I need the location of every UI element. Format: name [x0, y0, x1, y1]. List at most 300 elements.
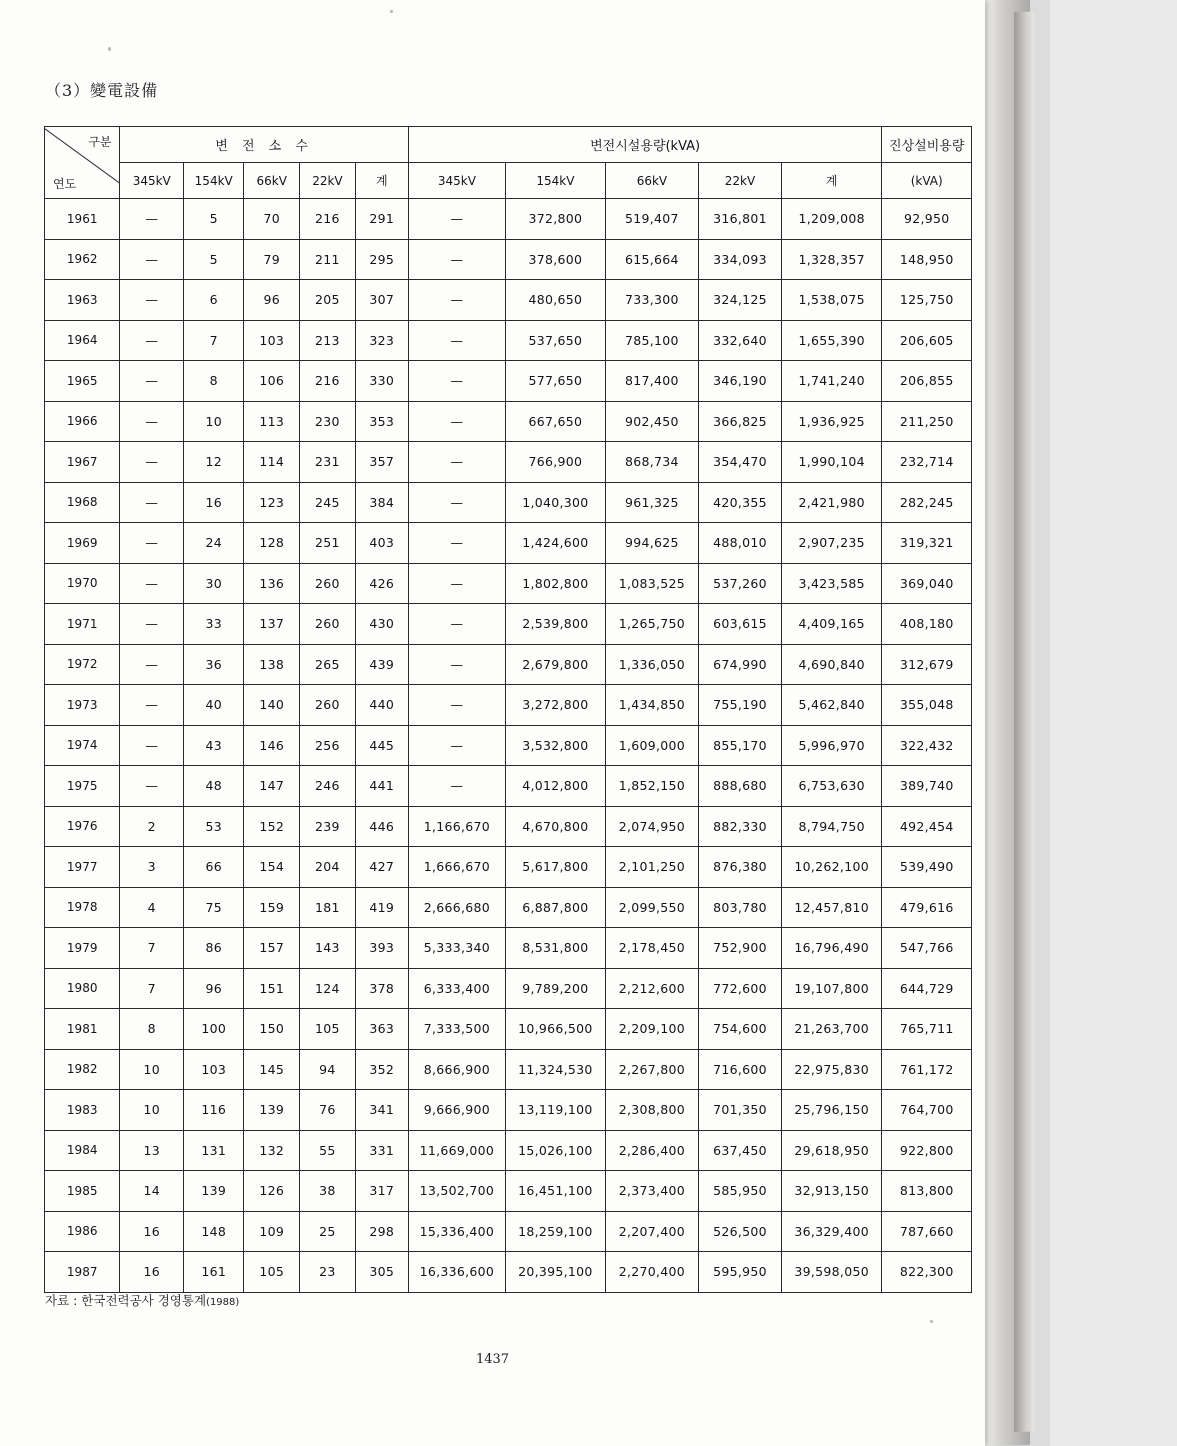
cell-capacity-66kv: 1,434,850: [605, 685, 698, 726]
cell-capacity-22kv: 585,950: [699, 1171, 782, 1212]
cell-capacity-total: 8,794,750: [781, 806, 882, 847]
subheader-capacity-total: 계: [781, 163, 882, 199]
cell-capacity-22kv: 346,190: [699, 361, 782, 402]
cell-substations-66kv: 157: [244, 928, 300, 969]
cell-capacity-22kv: 324,125: [699, 280, 782, 321]
table-row: [45, 280, 972, 321]
cell-capacity-345kv: 11,669,000: [408, 1130, 505, 1171]
cell-substations-345kv: —: [120, 604, 184, 645]
cell-substations-22kv: 251: [300, 523, 356, 564]
scan-speck: [108, 47, 111, 51]
cell-capacity-66kv: 1,609,000: [605, 725, 698, 766]
cell-substations-345kv: 3: [120, 847, 184, 888]
cell-capacity-154kv: 18,259,100: [506, 1211, 606, 1252]
cell-substations-66kv: 151: [244, 968, 300, 1009]
row-year: 1967: [45, 442, 120, 483]
cell-substations-154kv: 5: [184, 239, 244, 280]
cell-capacity-total: 32,913,150: [781, 1171, 882, 1212]
group-header-substations: 변 전 소 수: [120, 127, 408, 163]
table-row: [45, 928, 972, 969]
cell-capacity-345kv: —: [408, 361, 505, 402]
row-year: 1964: [45, 320, 120, 361]
cell-substations-66kv: 126: [244, 1171, 300, 1212]
cell-substations-66kv: 145: [244, 1049, 300, 1090]
source-note: [45, 1291, 239, 1309]
cell-capacity-total: 25,796,150: [781, 1090, 882, 1131]
cell-capacity-66kv: 2,101,250: [605, 847, 698, 888]
cell-substations-22kv: 105: [300, 1009, 356, 1050]
cell-capacity-345kv: —: [408, 604, 505, 645]
cell-substations-total: 393: [355, 928, 408, 969]
cell-phase-advance: 539,490: [882, 847, 972, 888]
cell-capacity-total: 1,328,357: [781, 239, 882, 280]
row-year: 1980: [45, 968, 120, 1009]
cell-capacity-345kv: —: [408, 239, 505, 280]
corner-row-label: 연도: [53, 177, 77, 191]
cell-substations-total: 291: [355, 199, 408, 240]
row-year: 1971: [45, 604, 120, 645]
cell-substations-154kv: 100: [184, 1009, 244, 1050]
cell-substations-22kv: 205: [300, 280, 356, 321]
cell-substations-66kv: 147: [244, 766, 300, 807]
row-year: 1969: [45, 523, 120, 564]
cell-capacity-total: 1,655,390: [781, 320, 882, 361]
cell-capacity-22kv: 316,801: [699, 199, 782, 240]
cell-substations-345kv: 7: [120, 968, 184, 1009]
cell-substations-154kv: 116: [184, 1090, 244, 1131]
source-note-text: 자료 : 한국전력공사 경영통계: [45, 1293, 207, 1308]
cell-substations-22kv: 38: [300, 1171, 356, 1212]
cell-substations-66kv: 146: [244, 725, 300, 766]
cell-substations-total: 317: [355, 1171, 408, 1212]
cell-substations-22kv: 94: [300, 1049, 356, 1090]
page-number: 1437: [475, 1352, 510, 1367]
cell-capacity-total: 1,209,008: [781, 199, 882, 240]
cell-substations-22kv: 265: [300, 644, 356, 685]
cell-substations-154kv: 5: [184, 199, 244, 240]
cell-substations-total: 419: [355, 887, 408, 928]
cell-substations-66kv: 114: [244, 442, 300, 483]
cell-substations-154kv: 7: [184, 320, 244, 361]
cell-capacity-154kv: 378,600: [506, 239, 606, 280]
cell-substations-66kv: 128: [244, 523, 300, 564]
cell-phase-advance: 389,740: [882, 766, 972, 807]
cell-substations-345kv: —: [120, 685, 184, 726]
cell-capacity-154kv: 1,802,800: [506, 563, 606, 604]
cell-capacity-345kv: —: [408, 280, 505, 321]
cell-substations-345kv: 7: [120, 928, 184, 969]
source-note-year: (1988): [206, 1297, 240, 1308]
cell-capacity-154kv: 15,026,100: [506, 1130, 606, 1171]
header-row-groups: [45, 127, 972, 163]
cell-capacity-154kv: 10,966,500: [506, 1009, 606, 1050]
cell-capacity-total: 4,409,165: [781, 604, 882, 645]
cell-capacity-154kv: 766,900: [506, 442, 606, 483]
scan-speck: [390, 10, 393, 13]
table-row: [45, 644, 972, 685]
cell-capacity-154kv: 667,650: [506, 401, 606, 442]
cell-phase-advance: 813,800: [882, 1171, 972, 1212]
cell-substations-345kv: 16: [120, 1211, 184, 1252]
cell-substations-total: 441: [355, 766, 408, 807]
cell-substations-66kv: 132: [244, 1130, 300, 1171]
cell-substations-66kv: 150: [244, 1009, 300, 1050]
cell-capacity-154kv: 4,670,800: [506, 806, 606, 847]
cell-capacity-22kv: 888,680: [699, 766, 782, 807]
cell-substations-22kv: 143: [300, 928, 356, 969]
substation-facilities-table: [44, 126, 972, 1293]
cell-substations-22kv: 231: [300, 442, 356, 483]
cell-capacity-22kv: 876,380: [699, 847, 782, 888]
cell-substations-total: 307: [355, 280, 408, 321]
cell-capacity-total: 16,796,490: [781, 928, 882, 969]
cell-substations-total: 341: [355, 1090, 408, 1131]
cell-substations-154kv: 148: [184, 1211, 244, 1252]
table-row: [45, 604, 972, 645]
cell-substations-345kv: —: [120, 482, 184, 523]
cell-substations-66kv: 105: [244, 1252, 300, 1293]
cell-capacity-345kv: —: [408, 563, 505, 604]
cell-phase-advance: 211,250: [882, 401, 972, 442]
cell-capacity-345kv: 6,333,400: [408, 968, 505, 1009]
cell-substations-total: 352: [355, 1049, 408, 1090]
cell-capacity-345kv: —: [408, 401, 505, 442]
cell-capacity-total: 10,262,100: [781, 847, 882, 888]
cell-capacity-345kv: —: [408, 320, 505, 361]
cell-phase-advance: 761,172: [882, 1049, 972, 1090]
subheader-capacity-154kv: 154kV: [506, 163, 606, 199]
cell-phase-advance: 206,605: [882, 320, 972, 361]
row-year: 1970: [45, 563, 120, 604]
subheader-capacity-22kv: 22kV: [699, 163, 782, 199]
cell-capacity-66kv: 2,286,400: [605, 1130, 698, 1171]
cell-substations-22kv: 211: [300, 239, 356, 280]
subheader-phase-advance-unit: (kVA): [882, 163, 972, 199]
cell-phase-advance: 922,800: [882, 1130, 972, 1171]
cell-substations-345kv: 16: [120, 1252, 184, 1293]
cell-phase-advance: 148,950: [882, 239, 972, 280]
cell-substations-345kv: —: [120, 523, 184, 564]
row-year: 1985: [45, 1171, 120, 1212]
cell-capacity-345kv: 1,166,670: [408, 806, 505, 847]
cell-capacity-345kv: 2,666,680: [408, 887, 505, 928]
table-row: [45, 806, 972, 847]
cell-phase-advance: 765,711: [882, 1009, 972, 1050]
cell-substations-345kv: 4: [120, 887, 184, 928]
row-year: 1972: [45, 644, 120, 685]
table-row: [45, 320, 972, 361]
cell-substations-154kv: 96: [184, 968, 244, 1009]
cell-capacity-total: 1,538,075: [781, 280, 882, 321]
cell-capacity-total: 36,329,400: [781, 1211, 882, 1252]
table-row: [45, 442, 972, 483]
table-row: [45, 847, 972, 888]
group-header-capacity: 변전시설용량(kVA): [408, 127, 882, 163]
table-row: [45, 199, 972, 240]
cell-substations-22kv: 23: [300, 1252, 356, 1293]
scan-speck: [930, 1320, 933, 1323]
cell-capacity-22kv: 595,950: [699, 1252, 782, 1293]
cell-capacity-154kv: 5,617,800: [506, 847, 606, 888]
cell-substations-22kv: 260: [300, 604, 356, 645]
cell-substations-154kv: 30: [184, 563, 244, 604]
table-row: [45, 482, 972, 523]
cell-capacity-66kv: 2,270,400: [605, 1252, 698, 1293]
cell-capacity-66kv: 2,178,450: [605, 928, 698, 969]
row-year: 1978: [45, 887, 120, 928]
cell-substations-154kv: 24: [184, 523, 244, 564]
cell-substations-345kv: —: [120, 199, 184, 240]
table-row: [45, 1090, 972, 1131]
cell-phase-advance: 312,679: [882, 644, 972, 685]
cell-capacity-66kv: 2,207,400: [605, 1211, 698, 1252]
row-year: 1973: [45, 685, 120, 726]
cell-capacity-22kv: 420,355: [699, 482, 782, 523]
subheader-substations-22kv: 22kV: [300, 163, 356, 199]
cell-capacity-22kv: 772,600: [699, 968, 782, 1009]
cell-substations-345kv: —: [120, 644, 184, 685]
cell-capacity-22kv: 537,260: [699, 563, 782, 604]
cell-capacity-total: 12,457,810: [781, 887, 882, 928]
cell-capacity-345kv: 13,502,700: [408, 1171, 505, 1212]
cell-capacity-total: 5,996,970: [781, 725, 882, 766]
cell-phase-advance: 355,048: [882, 685, 972, 726]
cell-capacity-66kv: 2,373,400: [605, 1171, 698, 1212]
cell-phase-advance: 644,729: [882, 968, 972, 1009]
cell-capacity-66kv: 733,300: [605, 280, 698, 321]
subheader-capacity-66kv: 66kV: [605, 163, 698, 199]
cell-capacity-22kv: 754,600: [699, 1009, 782, 1050]
row-year: 1982: [45, 1049, 120, 1090]
row-year: 1983: [45, 1090, 120, 1131]
cell-substations-345kv: 10: [120, 1090, 184, 1131]
cell-substations-154kv: 16: [184, 482, 244, 523]
cell-phase-advance: 408,180: [882, 604, 972, 645]
cell-substations-345kv: —: [120, 725, 184, 766]
cell-substations-22kv: 55: [300, 1130, 356, 1171]
table-row: [45, 1130, 972, 1171]
subheader-substations-345kv: 345kV: [120, 163, 184, 199]
cell-capacity-154kv: 480,650: [506, 280, 606, 321]
table-row: [45, 1049, 972, 1090]
cell-capacity-345kv: —: [408, 482, 505, 523]
cell-capacity-66kv: 1,852,150: [605, 766, 698, 807]
cell-substations-345kv: —: [120, 361, 184, 402]
cell-substations-154kv: 36: [184, 644, 244, 685]
cell-capacity-154kv: 11,324,530: [506, 1049, 606, 1090]
cell-capacity-345kv: —: [408, 685, 505, 726]
table-row: [45, 239, 972, 280]
cell-substations-66kv: 159: [244, 887, 300, 928]
row-year: 1977: [45, 847, 120, 888]
table-row: [45, 766, 972, 807]
cell-substations-66kv: 154: [244, 847, 300, 888]
cell-capacity-22kv: 855,170: [699, 725, 782, 766]
cell-capacity-66kv: 2,267,800: [605, 1049, 698, 1090]
cell-substations-154kv: 75: [184, 887, 244, 928]
row-year: 1987: [45, 1252, 120, 1293]
cell-capacity-345kv: 16,336,600: [408, 1252, 505, 1293]
cell-substations-66kv: 109: [244, 1211, 300, 1252]
cell-substations-154kv: 43: [184, 725, 244, 766]
cell-capacity-22kv: 488,010: [699, 523, 782, 564]
cell-capacity-345kv: —: [408, 523, 505, 564]
cell-substations-total: 353: [355, 401, 408, 442]
row-year: 1965: [45, 361, 120, 402]
cell-substations-154kv: 103: [184, 1049, 244, 1090]
cell-substations-66kv: 79: [244, 239, 300, 280]
cell-capacity-154kv: 2,539,800: [506, 604, 606, 645]
cell-capacity-22kv: 716,600: [699, 1049, 782, 1090]
cell-phase-advance: 822,300: [882, 1252, 972, 1293]
cell-substations-total: 331: [355, 1130, 408, 1171]
cell-capacity-66kv: 1,336,050: [605, 644, 698, 685]
cell-capacity-total: 1,936,925: [781, 401, 882, 442]
cell-substations-154kv: 139: [184, 1171, 244, 1212]
cell-capacity-154kv: 372,800: [506, 199, 606, 240]
cell-substations-22kv: 260: [300, 563, 356, 604]
cell-substations-154kv: 33: [184, 604, 244, 645]
cell-capacity-66kv: 1,083,525: [605, 563, 698, 604]
cell-substations-22kv: 216: [300, 361, 356, 402]
cell-capacity-66kv: 2,308,800: [605, 1090, 698, 1131]
section-title: （3）變電設備: [45, 81, 159, 100]
cell-capacity-66kv: 2,209,100: [605, 1009, 698, 1050]
cell-substations-total: 378: [355, 968, 408, 1009]
cell-substations-345kv: —: [120, 766, 184, 807]
corner-col-label: 구분: [88, 135, 112, 149]
cell-substations-total: 446: [355, 806, 408, 847]
row-year: 1974: [45, 725, 120, 766]
table-row: [45, 1211, 972, 1252]
cell-capacity-66kv: 1,265,750: [605, 604, 698, 645]
cell-substations-22kv: 204: [300, 847, 356, 888]
table-row: [45, 563, 972, 604]
row-year: 1981: [45, 1009, 120, 1050]
corner-cell: [45, 127, 120, 199]
cell-substations-66kv: 96: [244, 280, 300, 321]
cell-substations-345kv: 2: [120, 806, 184, 847]
cell-substations-154kv: 40: [184, 685, 244, 726]
cell-substations-345kv: —: [120, 563, 184, 604]
cell-capacity-66kv: 615,664: [605, 239, 698, 280]
table-row: [45, 1009, 972, 1050]
cell-capacity-345kv: —: [408, 766, 505, 807]
cell-capacity-345kv: 5,333,340: [408, 928, 505, 969]
cell-capacity-total: 1,741,240: [781, 361, 882, 402]
table-row: [45, 968, 972, 1009]
cell-capacity-22kv: 354,470: [699, 442, 782, 483]
cell-substations-total: 323: [355, 320, 408, 361]
cell-substations-66kv: 138: [244, 644, 300, 685]
cell-capacity-154kv: 4,012,800: [506, 766, 606, 807]
cell-substations-total: 363: [355, 1009, 408, 1050]
cell-substations-345kv: —: [120, 320, 184, 361]
cell-capacity-345kv: —: [408, 644, 505, 685]
cell-phase-advance: 787,660: [882, 1211, 972, 1252]
cell-phase-advance: 547,766: [882, 928, 972, 969]
row-year: 1963: [45, 280, 120, 321]
subheader-substations-154kv: 154kV: [184, 163, 244, 199]
subheader-substations-total: 계: [355, 163, 408, 199]
cell-capacity-154kv: 16,451,100: [506, 1171, 606, 1212]
cell-capacity-22kv: 603,615: [699, 604, 782, 645]
row-year: 1976: [45, 806, 120, 847]
cell-substations-345kv: 14: [120, 1171, 184, 1212]
cell-substations-22kv: 246: [300, 766, 356, 807]
cell-substations-total: 298: [355, 1211, 408, 1252]
cell-capacity-total: 22,975,830: [781, 1049, 882, 1090]
cell-substations-22kv: 181: [300, 887, 356, 928]
row-year: 1979: [45, 928, 120, 969]
cell-capacity-22kv: 332,640: [699, 320, 782, 361]
cell-capacity-345kv: —: [408, 725, 505, 766]
cell-substations-345kv: 8: [120, 1009, 184, 1050]
cell-substations-total: 330: [355, 361, 408, 402]
cell-substations-total: 439: [355, 644, 408, 685]
cell-capacity-66kv: 994,625: [605, 523, 698, 564]
cell-substations-154kv: 86: [184, 928, 244, 969]
cell-capacity-345kv: 15,336,400: [408, 1211, 505, 1252]
cell-substations-345kv: —: [120, 239, 184, 280]
cell-capacity-345kv: 1,666,670: [408, 847, 505, 888]
cell-substations-66kv: 137: [244, 604, 300, 645]
cell-substations-total: 295: [355, 239, 408, 280]
cell-capacity-154kv: 3,272,800: [506, 685, 606, 726]
cell-substations-total: 427: [355, 847, 408, 888]
cell-capacity-66kv: 868,734: [605, 442, 698, 483]
header-row-subs: [45, 163, 972, 199]
cell-substations-22kv: 245: [300, 482, 356, 523]
cell-substations-22kv: 216: [300, 199, 356, 240]
cell-substations-22kv: 239: [300, 806, 356, 847]
cell-substations-total: 384: [355, 482, 408, 523]
cell-substations-66kv: 136: [244, 563, 300, 604]
cell-capacity-66kv: 2,212,600: [605, 968, 698, 1009]
row-year: 1962: [45, 239, 120, 280]
cell-substations-total: 440: [355, 685, 408, 726]
cell-capacity-66kv: 519,407: [605, 199, 698, 240]
cell-capacity-154kv: 20,395,100: [506, 1252, 606, 1293]
cell-substations-66kv: 139: [244, 1090, 300, 1131]
cell-capacity-total: 2,421,980: [781, 482, 882, 523]
cell-capacity-22kv: 366,825: [699, 401, 782, 442]
cell-substations-154kv: 6: [184, 280, 244, 321]
cell-capacity-22kv: 526,500: [699, 1211, 782, 1252]
cell-capacity-345kv: 9,666,900: [408, 1090, 505, 1131]
cell-substations-66kv: 140: [244, 685, 300, 726]
cell-phase-advance: 492,454: [882, 806, 972, 847]
cell-substations-22kv: 25: [300, 1211, 356, 1252]
cell-phase-advance: 764,700: [882, 1090, 972, 1131]
cell-substations-154kv: 12: [184, 442, 244, 483]
cell-capacity-154kv: 6,887,800: [506, 887, 606, 928]
cell-substations-66kv: 103: [244, 320, 300, 361]
group-header-phase-advance: 진상설비용량: [882, 127, 972, 163]
cell-capacity-66kv: 2,099,550: [605, 887, 698, 928]
cell-substations-22kv: 256: [300, 725, 356, 766]
table-row: [45, 685, 972, 726]
cell-capacity-total: 21,263,700: [781, 1009, 882, 1050]
cell-substations-total: 357: [355, 442, 408, 483]
cell-capacity-22kv: 334,093: [699, 239, 782, 280]
cell-capacity-22kv: 803,780: [699, 887, 782, 928]
cell-substations-154kv: 48: [184, 766, 244, 807]
cell-phase-advance: 282,245: [882, 482, 972, 523]
cell-capacity-total: 19,107,800: [781, 968, 882, 1009]
cell-capacity-total: 3,423,585: [781, 563, 882, 604]
cell-capacity-66kv: 2,074,950: [605, 806, 698, 847]
